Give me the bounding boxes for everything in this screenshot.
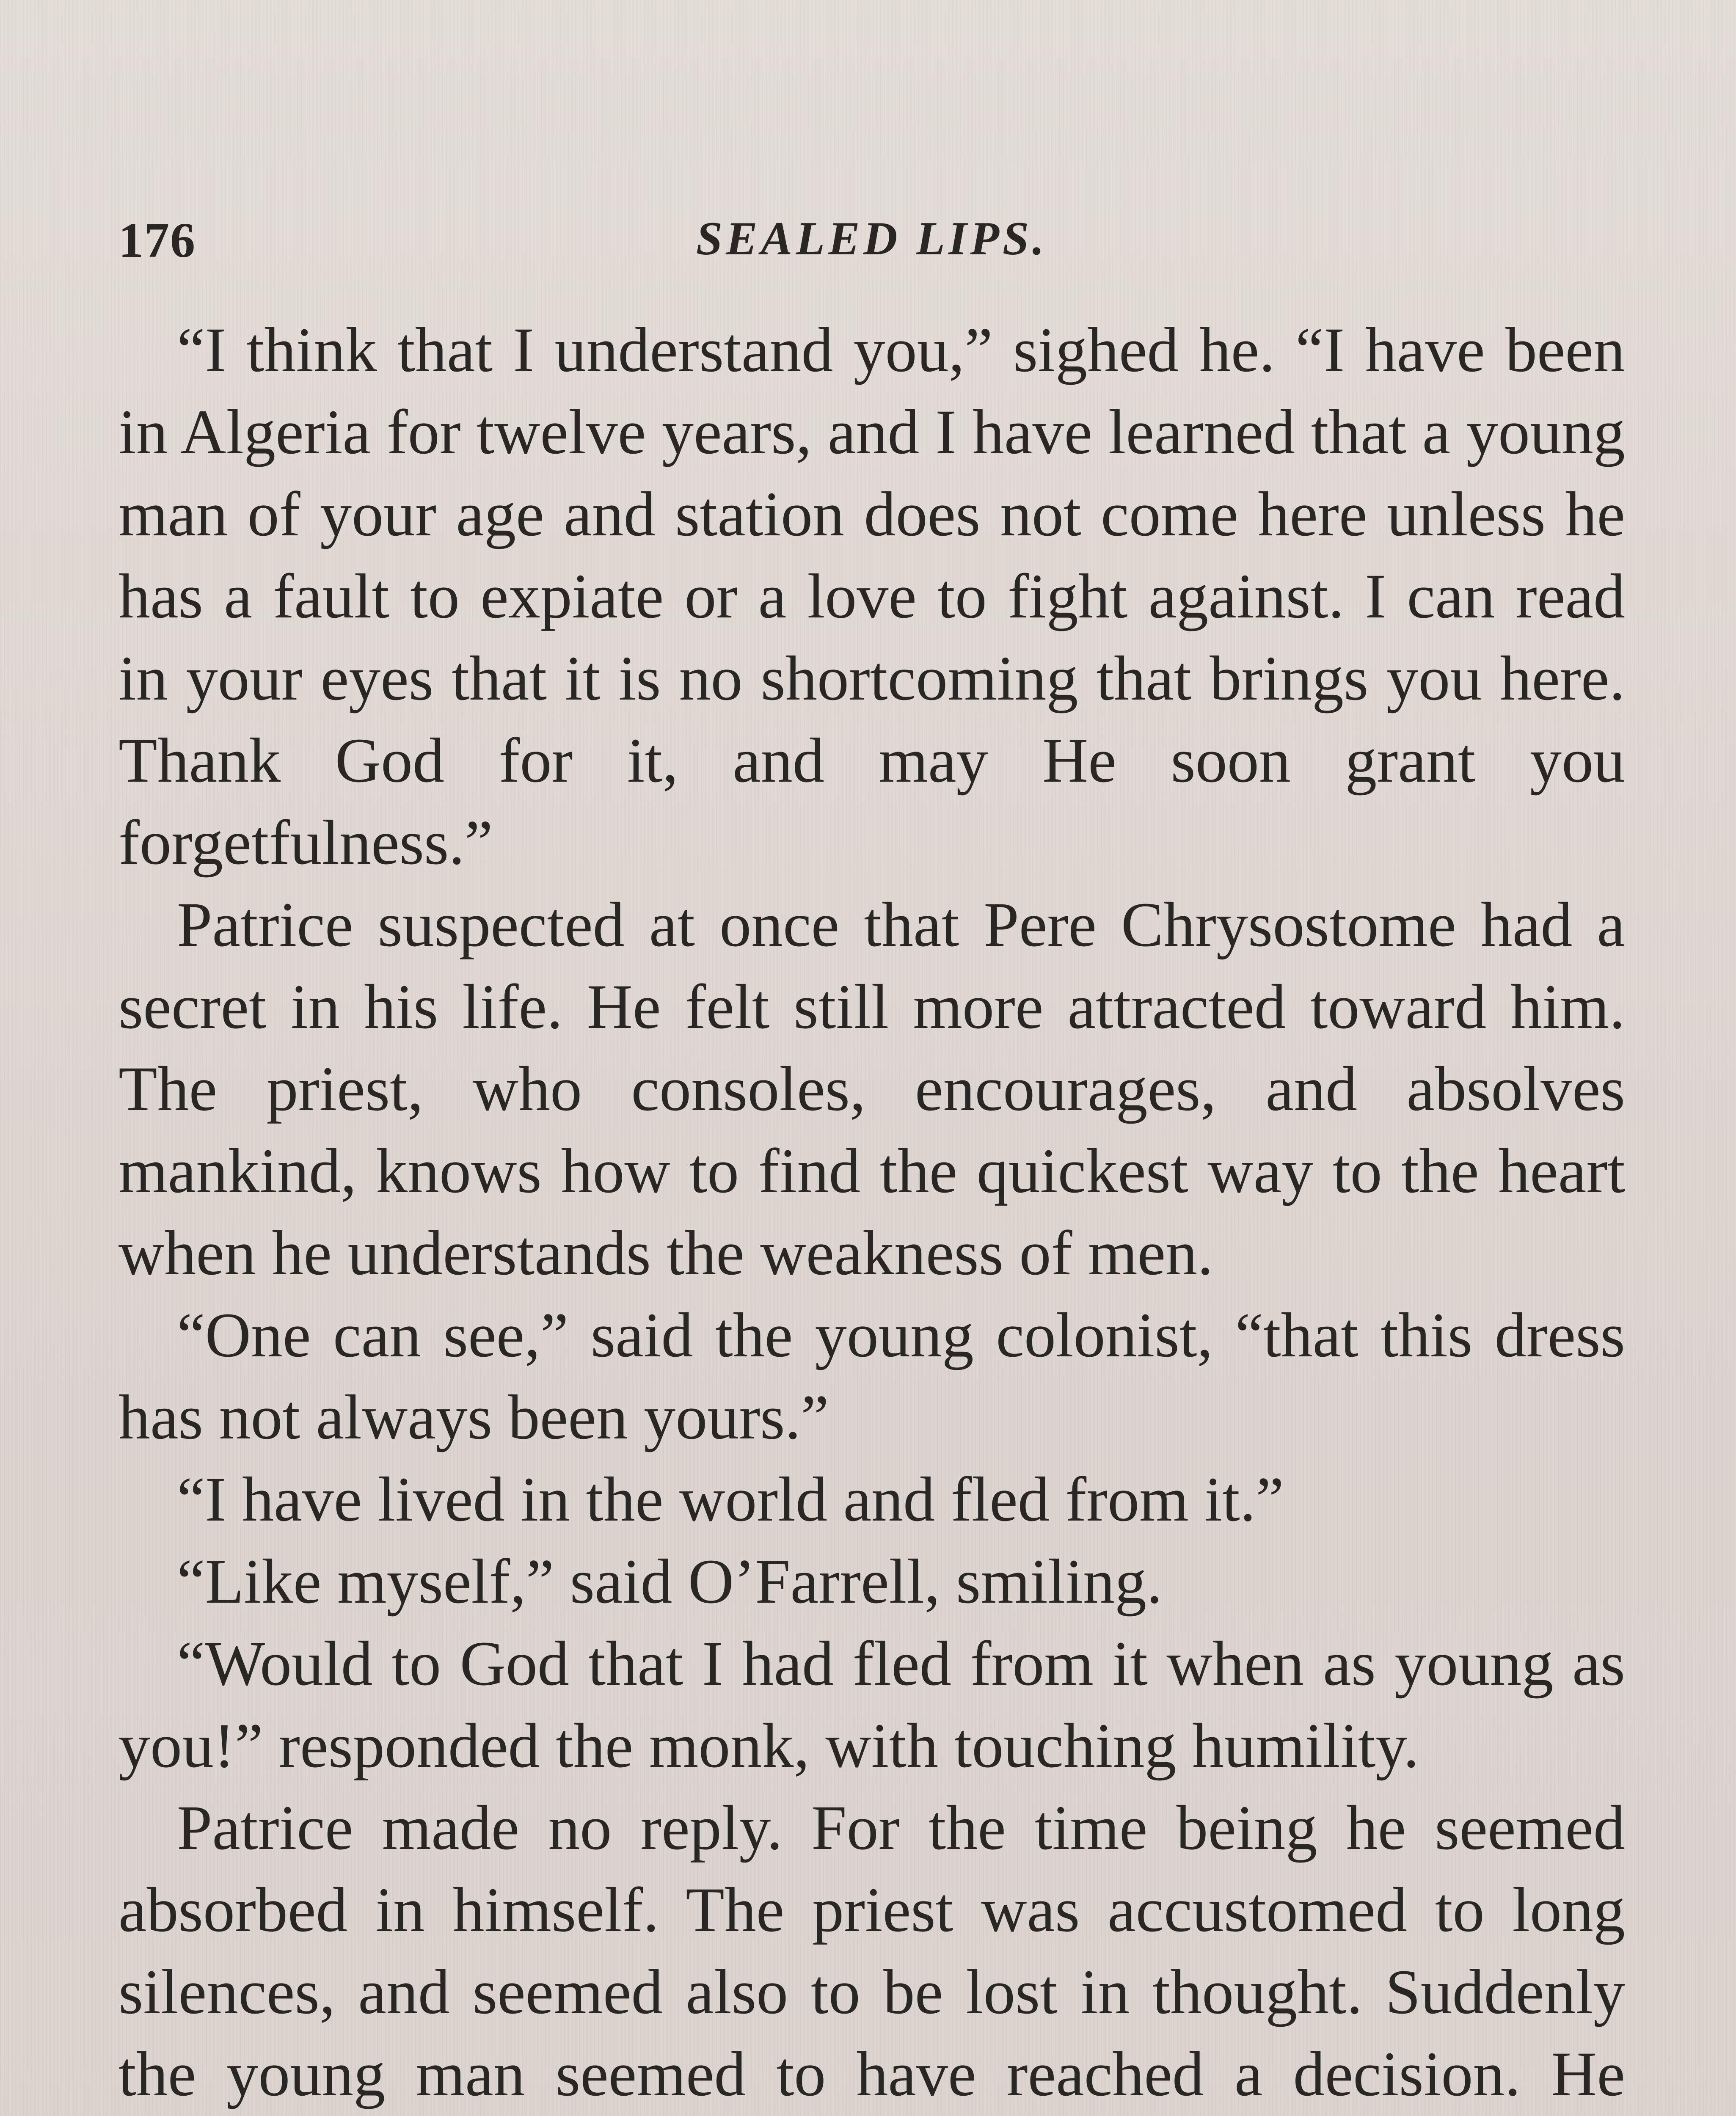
paragraph: Patrice suspected at once that Pere Chrysostome had a secret in his life. He felt still more attracted toward him. The priest, who consoles, encourages, and absolves mankind, knows how to find the quickest way to the heart when he understands the weakness of men. — [118, 890, 1625, 1288]
paragraph: “Like myself,” said O’Farrell, smiling. — [177, 1546, 1163, 1617]
page-heading: SEALED LIPS. — [696, 212, 1048, 265]
page-number: 176 — [118, 212, 196, 268]
paragraph: “I think that I understand you,” sighed he. “I have been in Algeria for twelve years, and I have learned that a young man of your age and station does not come here unless he has a fault to expiate or a love to fight against. I can read in your eyes that it is no shortcoming that brings you here. Thank God for it, and may He soon grant you forgetfulness.” — [118, 315, 1625, 878]
paragraph: “One can see,” said the young colonist, “that this dress has not always been yours.” — [118, 1300, 1625, 1452]
paragraph: Patrice made no reply. For the time being he seemed absorbed in himself. The priest was accustomed to long silences, and seemed also to be lost in thought. Suddenly the young man seemed to have reached a decision. He — [118, 1793, 1625, 2109]
paragraph: “I have lived in the world and fled from it.” — [177, 1464, 1284, 1535]
paragraph: “Would to God that I had fled from it when as young as you!” responded the monk, with touching humility. — [118, 1628, 1625, 1781]
body-text — [118, 309, 1625, 2116]
running-head — [118, 199, 1625, 275]
